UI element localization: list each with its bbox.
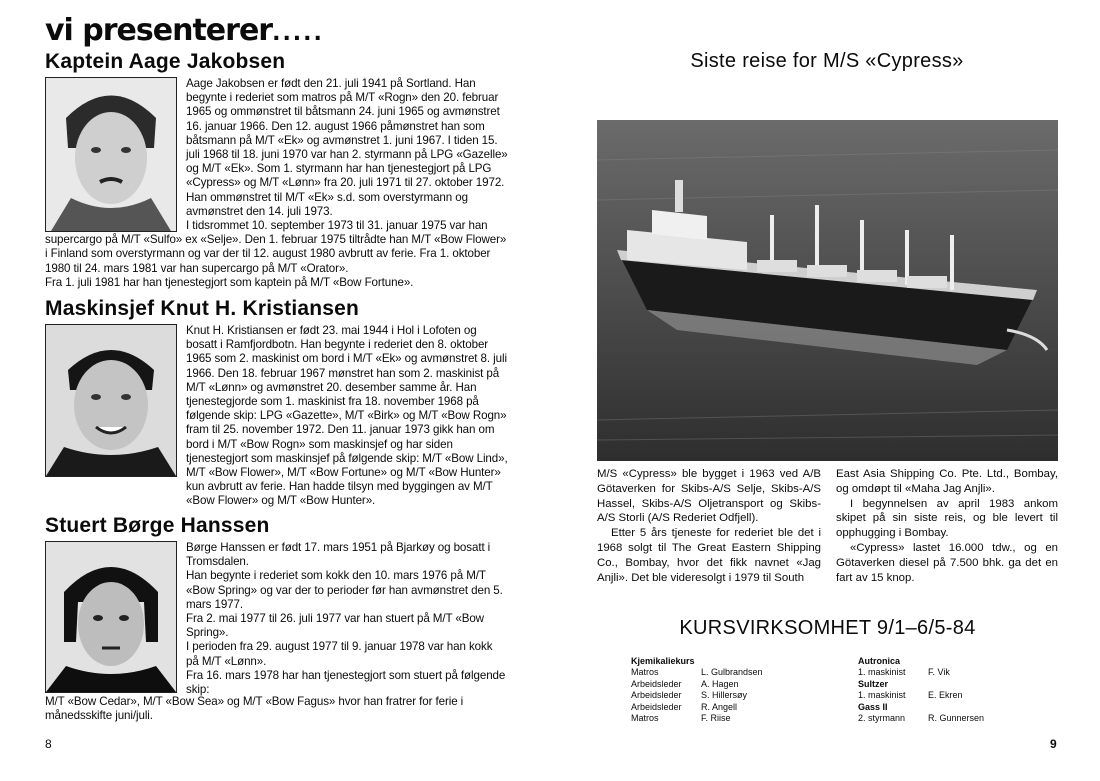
section-1-paragraph: Aage Jakobsen er født den 21. juli 1941 på Sortland. Han begynte i rederiet som matros på M/T «Rogn» den 20. februar 1965 og ommønstret til båtsmann 24. juni 1965 og avmønstret 16. januar 1966. Den 12. august 1966 påmønstret han som båtsmann på M/T «Ek» og avmønstret 1. juni 1967. I tiden 15. juli 1968 til 18. juni 1970 var han 2. styrmann på LPG «Gazelle» og M/T «Ek». Som 1. styrmann har han tjenestegjort på LPG «Cypress» og M/T «Lønn» fra 20. juli 1971 til 27. oktober 1972. Han ommønstret til M/T «Ek» s.d. som overstyrmann og avmønstret den 14. juli 1973. [186, 77, 508, 218]
kurs-person: R. Angell [701, 701, 738, 712]
kurs-header: Kjemikaliekurs [631, 656, 695, 666]
portrait-photo-icon [46, 325, 176, 476]
kurs-row [631, 679, 763, 690]
page-header [45, 14, 324, 51]
kurs-row [631, 713, 763, 724]
section-heading-2: Maskinsjef Knut H. Kristiansen [45, 297, 360, 320]
kurs-row [858, 713, 984, 724]
kurs-row [631, 702, 763, 713]
article-paragraph: I begynnelsen av april 1983 ankom skipet på sin siste reis, og ble levert til opphugging i Bombay. [836, 497, 1058, 540]
kurs-person: L. Gulbrandsen [701, 667, 763, 678]
section-1-text [186, 77, 508, 219]
section-3-paragraph: Børge Hanssen er født 17. mars 1951 på Bjarkøy og bosatt i Tromsdalen. [186, 541, 491, 569]
portrait-knut-kristiansen [45, 324, 177, 477]
kurs-role: 2. styrmann [858, 713, 906, 724]
kurs-person: E. Ekren [928, 690, 963, 701]
kurs-person: A. Hagen [701, 678, 739, 689]
section-3-paragraph: Han begynte i rederiet som kokk den 10. mars 1976 på M/T «Bow Spring» og var der to perioder før han avmønstret den 5. mars 1977. [186, 569, 503, 611]
ship-photo [597, 120, 1058, 461]
kurs-header: Gass II [858, 701, 888, 712]
section-2-text [186, 324, 508, 508]
section-1-paragraph: I tidsrommet 10. september 1973 til 31. januar 1975 var han supercargo på M/T «Sulfo» ex «Selje». Den 1. februar 1975 tiltrådte han M/T «Bow Flower» i Finland som overstyrmann og var der til 12. august 1980 avbrutt av ferie. Fra 1. oktober 1980 til 24. mars 1981 var han supercargo på M/T «Orator». [45, 219, 507, 275]
kurs-role: 1. maskinist [858, 667, 906, 678]
section-1-text-wide [45, 219, 508, 290]
portrait-borge-hanssen [45, 541, 177, 693]
kurs-role: Arbeidsleder [631, 701, 682, 712]
header-title: vi presenterer [45, 13, 273, 48]
kurs-role: 1. maskinist [858, 690, 906, 701]
section-2-paragraph: Knut H. Kristiansen er født 23. mai 1944 i Hol i Lofoten og bosatt i Ramfjordbotn. Han begynte i rederiet den 8. oktober 1965 som 2. maskinist om bord i M/T «Ek» og avmønstret 8. juli 1966. Den 18. februar 1967 mønstret han som 2. maskinist på M/T «Lønn» og avmønstret 20. desember samme år. Han tjenestegjorde som 1. maskinist fra 18. november 1968 på følgende skip: LPG «Gazette», M/T «Birk» og M/T «Bow Rogn» fram til 25. november 1972. Den 11. januar 1973 gikk han om bord i M/T «Bow Rogn» som maskinsjef og har siden tjenestegjort som maskinsjef på følgende skip: M/T «Bow Lind», M/T «Bow Flower», M/T «Bow Fortune» og M/T «Bow Hunter» kun avbrutt av ferie. Han hadde tilsyn med byggingen av M/T «Bow Flower» og M/T «Bow Hunter». [186, 324, 508, 508]
kurs-role: Arbeidsleder [631, 678, 682, 689]
article-column-2 [836, 467, 1058, 585]
kurs-person: S. Hillersøy [701, 690, 748, 701]
article-column-1 [597, 467, 821, 585]
section-3-paragraph: M/T «Bow Cedar», M/T «Bow Sea» og M/T «Bow Fagus» hvor han fratrer for ferie i månedsskifte juni/juli. [45, 695, 464, 723]
section-heading-1: Kaptein Aage Jakobsen [45, 50, 286, 73]
kurs-header: Autronica [858, 656, 901, 666]
article-paragraph: East Asia Shipping Co. Pte. Ltd., Bombay, og omdøpt til «Maha Jag Anjli». [836, 468, 1058, 495]
kurs-row [631, 690, 763, 701]
page-number-left: 8 [45, 737, 52, 751]
kurs-role: Matros [631, 713, 659, 724]
section-3-paragraph: I perioden fra 29. august 1977 til 9. januar 1978 var han kokk på M/T «Lønn». [186, 640, 493, 668]
section-3-paragraph: Fra 16. mars 1978 har han tjenestegjort som stuert på følgende skip: [186, 668, 506, 697]
header-dots: ..... [272, 21, 324, 46]
kurs-row [858, 690, 984, 701]
kurs-row [858, 667, 984, 678]
article-paragraph: «Cypress» lastet 16.000 tdw., og en Götaverken diesel på 7.500 bhk. ga det en fart av 15 knop. [836, 541, 1058, 584]
kurs-role: Matros [631, 667, 659, 678]
section-3-text-wide [45, 695, 508, 723]
article-paragraph: Etter 5 års tjeneste for rederiet ble det i 1968 solgt til The Great Eastern Shipping Co., Bombay, hvor det fikk navnet «Jag Anjli». Det ble videresolgt i 1979 til South [597, 527, 821, 584]
section-heading-3: Stuert Børge Hanssen [45, 514, 270, 537]
kurs-left-table [631, 656, 763, 724]
kurs-title: KURSVIRKSOMHET 9/1–6/5-84 [679, 617, 976, 639]
section-1-paragraph: Fra 1. juli 1981 har han tjenestegjort som kaptein på M/T «Bow Fortune». [45, 275, 414, 289]
portrait-photo-icon [46, 78, 176, 231]
section-3-paragraph: Fra 2. mai 1977 til 26. juli 1977 var han stuert på M/T «Bow Spring». [186, 612, 484, 640]
kurs-right-table [858, 656, 984, 724]
article-paragraph: M/S «Cypress» ble bygget i 1963 ved A/B Götaverken for Skibs-A/S Selje, Skibs-A/S Hassel, Skibs-A/S Oljetransport og Skibs-A/S Storli (A/S Rederiet Odfjell). [597, 468, 821, 525]
kurs-person: F. Vik [928, 667, 950, 678]
kurs-person: R. Gunnersen [928, 713, 985, 724]
kurs-row [631, 667, 763, 678]
portrait-aage-jakobsen [45, 77, 177, 232]
kurs-role: Arbeidsleder [631, 690, 682, 701]
section-3-text [186, 541, 508, 697]
ship-photo-icon [597, 120, 1058, 461]
page-number-right: 9 [1050, 737, 1057, 751]
portrait-photo-icon [46, 542, 176, 692]
kurs-header: Sultzer [858, 678, 889, 689]
kurs-person: F. Riise [701, 713, 731, 724]
article-title: Siste reise for M/S «Cypress» [690, 50, 964, 72]
